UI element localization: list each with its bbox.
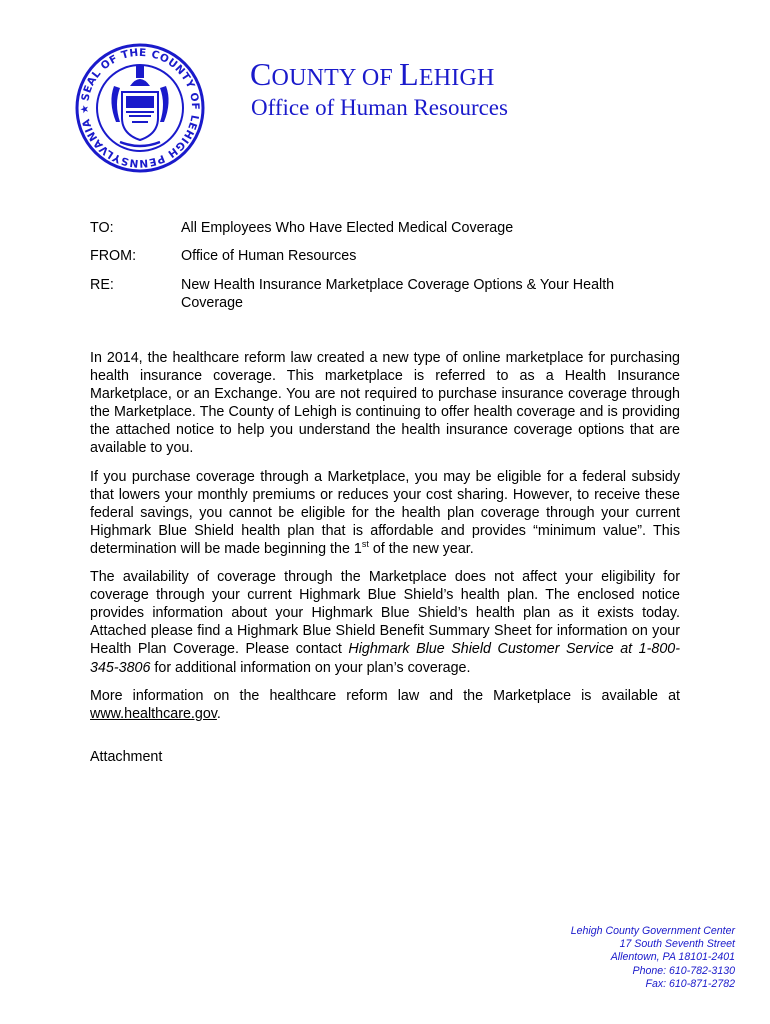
healthcare-gov-link[interactable]: www.healthcare.gov xyxy=(90,705,217,722)
letterhead-title: COUNTY OF LEHIGH xyxy=(250,56,495,92)
memo-from-label: FROM: xyxy=(90,248,137,264)
memo-to-label: TO: xyxy=(90,220,114,236)
memo-re-value: New Health Insurance Marketplace Coverage Options & Your Health Coverage xyxy=(181,277,615,311)
footer-line-2: 17 South Seventh Street xyxy=(619,938,735,951)
paragraph-2: If you purchase coverage through a Marketplace, you may be eligible for a federal subsidy that lowers your monthly premiums or reduces your cost sharing. However, to receive these federal savings, you cannot be eligible for the health plan coverage through your current Highmark Blue Shield health plan that is affordable and provides “minimum value”. This determination will be made beginning the 1st of the new year. xyxy=(90,468,680,557)
paragraph-3: The availability of coverage through the Marketplace does not affect your eligibility for coverage through your current Highmark Blue Shield’s health plan. The enclosed notice provides information about your Highmark Blue Shield’s health plan as it exists today. Attached please find a Highmark Blue Shield Benefit Summary Sheet for information on your Health Plan Coverage. Please contact Highmark Blue Shield Customer Service at 1-800-345-3806 for additional information on your plan’s coverage. xyxy=(90,569,680,676)
footer-address xyxy=(571,925,735,991)
seal-ring-text: SEAL OF THE COUNTY OF LEHIGH PENNSYLVANIA ★ xyxy=(78,46,202,170)
footer-line-1: Lehigh County Government Center xyxy=(570,925,735,937)
paragraph-4: More information on the healthcare reform law and the Marketplace is available at www.healthcare.gov. xyxy=(90,687,680,722)
attachment-label: Attachment xyxy=(90,749,163,765)
letterhead-subtitle: Office of Human Resources xyxy=(251,95,508,120)
seal-graphic xyxy=(74,42,206,174)
paragraph-1: In 2014, the healthcare reform law created a new type of online marketplace for purchasing health insurance coverage. This marketplace is referred to as a Health Insurance Marketplace, or an Exchange. You are not required to purchase insurance coverage through the Marketplace. The County of Lehigh is continuing to offer health coverage and is providing the attached notice to help you understand the health insurance coverage options that are available to you. xyxy=(90,350,680,457)
footer-line-3: Allentown, PA 18101-2401 xyxy=(610,951,735,964)
footer-phone: Phone: 610-782-3130 xyxy=(632,964,735,977)
letter-body xyxy=(90,349,680,733)
county-seal xyxy=(74,42,206,174)
memo-re-label: RE: xyxy=(90,277,114,293)
memo-from-value: Office of Human Resources xyxy=(181,248,357,264)
customer-service-contact: Highmark Blue Shield Customer Service at 1-800-345-3806 xyxy=(90,641,680,676)
footer-fax: Fax: 610-871-2782 xyxy=(645,977,735,990)
memo-to-value: All Employees Who Have Elected Medical Coverage xyxy=(181,220,514,236)
